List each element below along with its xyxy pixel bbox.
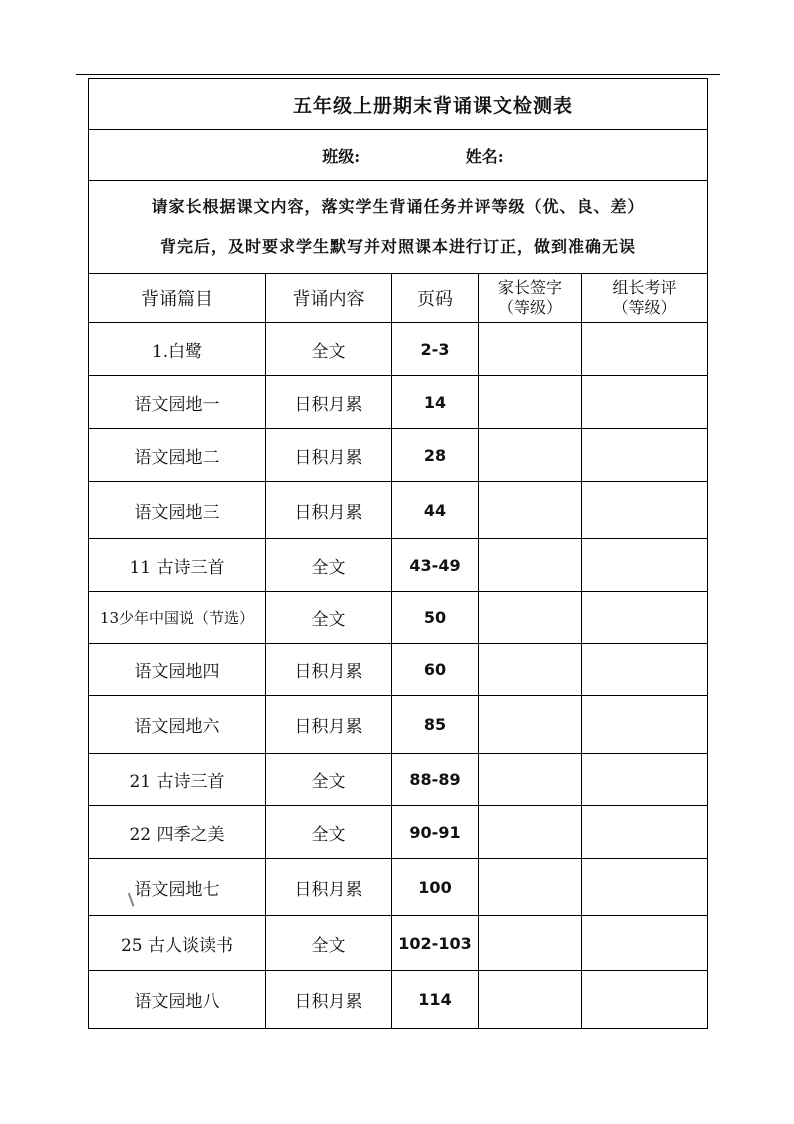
row-leader-evaluation-field[interactable] bbox=[582, 429, 708, 482]
row-page: 114 bbox=[392, 971, 479, 1029]
table-row bbox=[89, 539, 708, 592]
header-title: 背诵篇目 bbox=[89, 274, 266, 323]
row-title: 语文园地一 bbox=[89, 376, 266, 429]
row-parent-signature-field[interactable] bbox=[479, 539, 582, 592]
table-row bbox=[89, 696, 708, 754]
table-row bbox=[89, 971, 708, 1029]
row-page: 2-3 bbox=[392, 323, 479, 376]
row-page: 60 bbox=[392, 644, 479, 696]
name-label: 姓名: bbox=[465, 146, 504, 166]
row-content: 全文 bbox=[266, 592, 392, 644]
row-leader-evaluation-field[interactable] bbox=[582, 971, 708, 1029]
row-parent-signature-field[interactable] bbox=[479, 859, 582, 916]
row-leader-evaluation-field[interactable] bbox=[582, 754, 708, 806]
row-leader-evaluation-field[interactable] bbox=[582, 482, 708, 539]
row-content: 日积月累 bbox=[266, 859, 392, 916]
row-content: 日积月累 bbox=[266, 696, 392, 754]
row-page: 85 bbox=[392, 696, 479, 754]
row-leader-evaluation-field[interactable] bbox=[582, 539, 708, 592]
row-leader-evaluation-field[interactable] bbox=[582, 644, 708, 696]
row-title: 25 古人谈读书 bbox=[89, 916, 266, 971]
row-parent-signature-field[interactable] bbox=[479, 644, 582, 696]
row-title: 13少年中国说（节选） bbox=[89, 592, 266, 644]
table-row bbox=[89, 806, 708, 859]
header-leader-line-2: （等级） bbox=[612, 298, 677, 317]
student-info-cell bbox=[89, 130, 708, 181]
row-page: 50 bbox=[392, 592, 479, 644]
row-title: 21 古诗三首 bbox=[89, 754, 266, 806]
row-content: 全文 bbox=[266, 323, 392, 376]
row-parent-signature-field[interactable] bbox=[479, 696, 582, 754]
page-title-cell bbox=[89, 79, 708, 130]
row-leader-evaluation-field[interactable] bbox=[582, 859, 708, 916]
header-page: 页码 bbox=[392, 274, 479, 323]
table-row bbox=[89, 592, 708, 644]
row-content: 全文 bbox=[266, 806, 392, 859]
row-title: 语文园地四 bbox=[89, 644, 266, 696]
row-content: 日积月累 bbox=[266, 482, 392, 539]
row-leader-evaluation-field[interactable] bbox=[582, 916, 708, 971]
table-row bbox=[89, 644, 708, 696]
row-content: 日积月累 bbox=[266, 644, 392, 696]
header-leader-line-1: 组长考评 bbox=[612, 278, 677, 297]
table-row bbox=[89, 323, 708, 376]
row-page: 102-103 bbox=[392, 916, 479, 971]
row-leader-evaluation-field[interactable] bbox=[582, 696, 708, 754]
header-parent-signature bbox=[479, 274, 582, 323]
table-row bbox=[89, 859, 708, 916]
header-leader-evaluation bbox=[582, 274, 708, 323]
row-page: 28 bbox=[392, 429, 479, 482]
row-parent-signature-field[interactable] bbox=[479, 754, 582, 806]
row-title: 22 四季之美 bbox=[89, 806, 266, 859]
header-parent-line-1: 家长签字 bbox=[497, 278, 562, 297]
class-label: 班级: bbox=[322, 146, 361, 166]
row-parent-signature-field[interactable] bbox=[479, 323, 582, 376]
row-page: 43-49 bbox=[392, 539, 479, 592]
instructions-cell bbox=[89, 181, 708, 274]
table-row bbox=[89, 916, 708, 971]
row-leader-evaluation-field[interactable] bbox=[582, 376, 708, 429]
row-content: 日积月累 bbox=[266, 376, 392, 429]
row-title: 语文园地二 bbox=[89, 429, 266, 482]
instructions-line-2: 背完后，及时要求学生默写并对照课本进行订正，做到准确无误 bbox=[159, 237, 636, 256]
top-rule bbox=[76, 74, 720, 75]
row-parent-signature-field[interactable] bbox=[479, 916, 582, 971]
row-title: 语文园地八 bbox=[89, 971, 266, 1029]
row-page: 44 bbox=[392, 482, 479, 539]
row-content: 全文 bbox=[266, 539, 392, 592]
row-content: 日积月累 bbox=[266, 971, 392, 1029]
table-row bbox=[89, 754, 708, 806]
row-page: 14 bbox=[392, 376, 479, 429]
recitation-table bbox=[88, 78, 708, 1029]
row-leader-evaluation-field[interactable] bbox=[582, 806, 708, 859]
table-row bbox=[89, 482, 708, 539]
header-row bbox=[89, 274, 708, 323]
row-parent-signature-field[interactable] bbox=[479, 806, 582, 859]
header-content: 背诵内容 bbox=[266, 274, 392, 323]
row-parent-signature-field[interactable] bbox=[479, 971, 582, 1029]
row-page: 90-91 bbox=[392, 806, 479, 859]
row-page: 100 bbox=[392, 859, 479, 916]
page-title: 五年级上册期末背诵课文检测表 bbox=[292, 94, 573, 117]
row-title: 11 古诗三首 bbox=[89, 539, 266, 592]
header-parent-line-2: （等级） bbox=[497, 298, 562, 317]
row-parent-signature-field[interactable] bbox=[479, 482, 582, 539]
row-title: 1.白鹭 bbox=[89, 323, 266, 376]
row-leader-evaluation-field[interactable] bbox=[582, 323, 708, 376]
row-parent-signature-field[interactable] bbox=[479, 376, 582, 429]
row-title: 语文园地七 bbox=[89, 859, 266, 916]
row-page: 88-89 bbox=[392, 754, 479, 806]
row-parent-signature-field[interactable] bbox=[479, 429, 582, 482]
table-row bbox=[89, 376, 708, 429]
row-title: 语文园地三 bbox=[89, 482, 266, 539]
row-content: 全文 bbox=[266, 916, 392, 971]
row-title: 语文园地六 bbox=[89, 696, 266, 754]
row-content: 日积月累 bbox=[266, 429, 392, 482]
row-leader-evaluation-field[interactable] bbox=[582, 592, 708, 644]
row-parent-signature-field[interactable] bbox=[479, 592, 582, 644]
instructions-line-1: 请家长根据课文内容，落实学生背诵任务并评等级（优、良、差） bbox=[151, 197, 645, 216]
row-content: 全文 bbox=[266, 754, 392, 806]
recitation-check-sheet bbox=[88, 78, 707, 1029]
table-row bbox=[89, 429, 708, 482]
